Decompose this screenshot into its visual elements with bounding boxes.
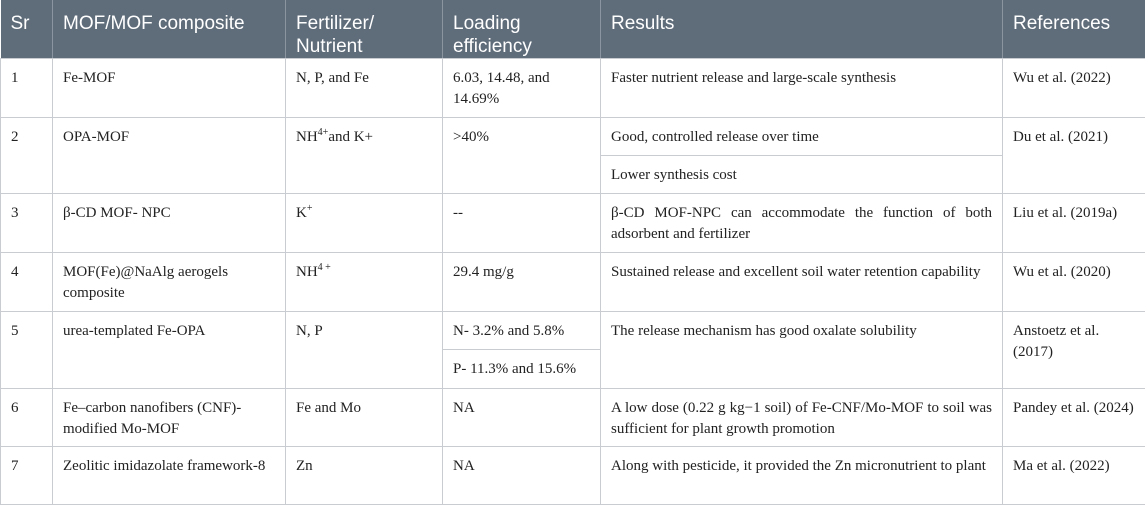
cell-fertilizer: Fe and Mo — [286, 389, 443, 447]
cell-results: Along with pesticide, it provided the Zn micronutrient to plant — [601, 447, 1003, 505]
fertilizer-sup: 4+ — [317, 127, 329, 138]
cell-results: Lower synthesis cost — [601, 156, 1003, 194]
cell-results: Sustained release and excellent soil water retention capability — [601, 253, 1003, 312]
table-row — [1, 194, 1145, 253]
cell-results: β-CD MOF-NPC can accommodate the function of both adsorbent and fertilizer — [601, 194, 1003, 253]
cell-loading: 29.4 mg/g — [443, 253, 601, 312]
cell-results: Faster nutrient release and large-scale synthesis — [601, 59, 1003, 118]
fertilizer-tail: and K+ — [328, 129, 374, 145]
cell-results: A low dose (0.22 g kg−1 soil) of Fe-CNF/Mo-MOF to soil was sufficient for plant growth promotion — [601, 389, 1003, 447]
cell-sr: 1 — [1, 59, 53, 118]
cell-sr: 2 — [1, 118, 53, 194]
table-row — [1, 118, 1145, 156]
cell-mof: β-CD MOF- NPC — [53, 194, 286, 253]
table-row — [1, 447, 1145, 505]
cell-fertilizer — [286, 194, 443, 253]
fertilizer-base: NH — [296, 264, 318, 280]
cell-reference: Anstoetz et al. (2017) — [1003, 312, 1145, 389]
cell-mof: Zeolitic imidazolate framework-8 — [53, 447, 286, 505]
cell-sr: 6 — [1, 389, 53, 447]
cell-sr: 7 — [1, 447, 53, 505]
header-results: Results — [601, 0, 1003, 59]
cell-sr: 3 — [1, 194, 53, 253]
cell-mof: Fe–carbon nanofibers (CNF)-modified Mo-MOF — [53, 389, 286, 447]
cell-fertilizer — [286, 118, 443, 194]
header-fertilizer: Fertilizer/ Nutrient — [286, 0, 443, 59]
cell-reference: Ma et al. (2022) — [1003, 447, 1145, 505]
cell-reference: Wu et al. (2022) — [1003, 59, 1145, 118]
cell-reference: Du et al. (2021) — [1003, 118, 1145, 194]
cell-loading: NA — [443, 447, 601, 505]
cell-results: The release mechanism has good oxalate solubility — [601, 312, 1003, 389]
cell-mof: Fe-MOF — [53, 59, 286, 118]
table-row — [1, 312, 1145, 350]
fertilizer-sup: 4 + — [317, 262, 331, 273]
header-row — [1, 0, 1145, 59]
cell-fertilizer: Zn — [286, 447, 443, 505]
cell-loading: P- 11.3% and 15.6% — [443, 350, 601, 389]
cell-mof: urea-templated Fe-OPA — [53, 312, 286, 389]
cell-reference: Liu et al. (2019a) — [1003, 194, 1145, 253]
cell-fertilizer: N, P, and Fe — [286, 59, 443, 118]
cell-loading: >40% — [443, 118, 601, 194]
cell-sr: 5 — [1, 312, 53, 389]
cell-loading: -- — [443, 194, 601, 253]
cell-sr: 4 — [1, 253, 53, 312]
fertilizer-sup: + — [306, 203, 313, 214]
table-row — [1, 389, 1145, 447]
cell-reference: Pandey et al. (2024) — [1003, 389, 1145, 447]
header-loading: Loading efficiency — [443, 0, 601, 59]
cell-loading: N- 3.2% and 5.8% — [443, 312, 601, 350]
cell-loading: NA — [443, 389, 601, 447]
cell-fertilizer: N, P — [286, 312, 443, 389]
cell-reference: Wu et al. (2020) — [1003, 253, 1145, 312]
cell-mof: MOF(Fe)@NaAlg aerogels composite — [53, 253, 286, 312]
fertilizer-base: NH — [296, 129, 318, 145]
fertilizer-base: K — [296, 205, 307, 221]
header-mof: MOF/MOF composite — [53, 0, 286, 59]
table-row — [1, 253, 1145, 312]
cell-loading: 6.03, 14.48, and 14.69% — [443, 59, 601, 118]
header-sr: Sr — [1, 0, 53, 59]
cell-mof: OPA-MOF — [53, 118, 286, 194]
cell-fertilizer — [286, 253, 443, 312]
cell-results: Good, controlled release over time — [601, 118, 1003, 156]
table-row — [1, 59, 1145, 118]
header-references: References — [1003, 0, 1145, 59]
